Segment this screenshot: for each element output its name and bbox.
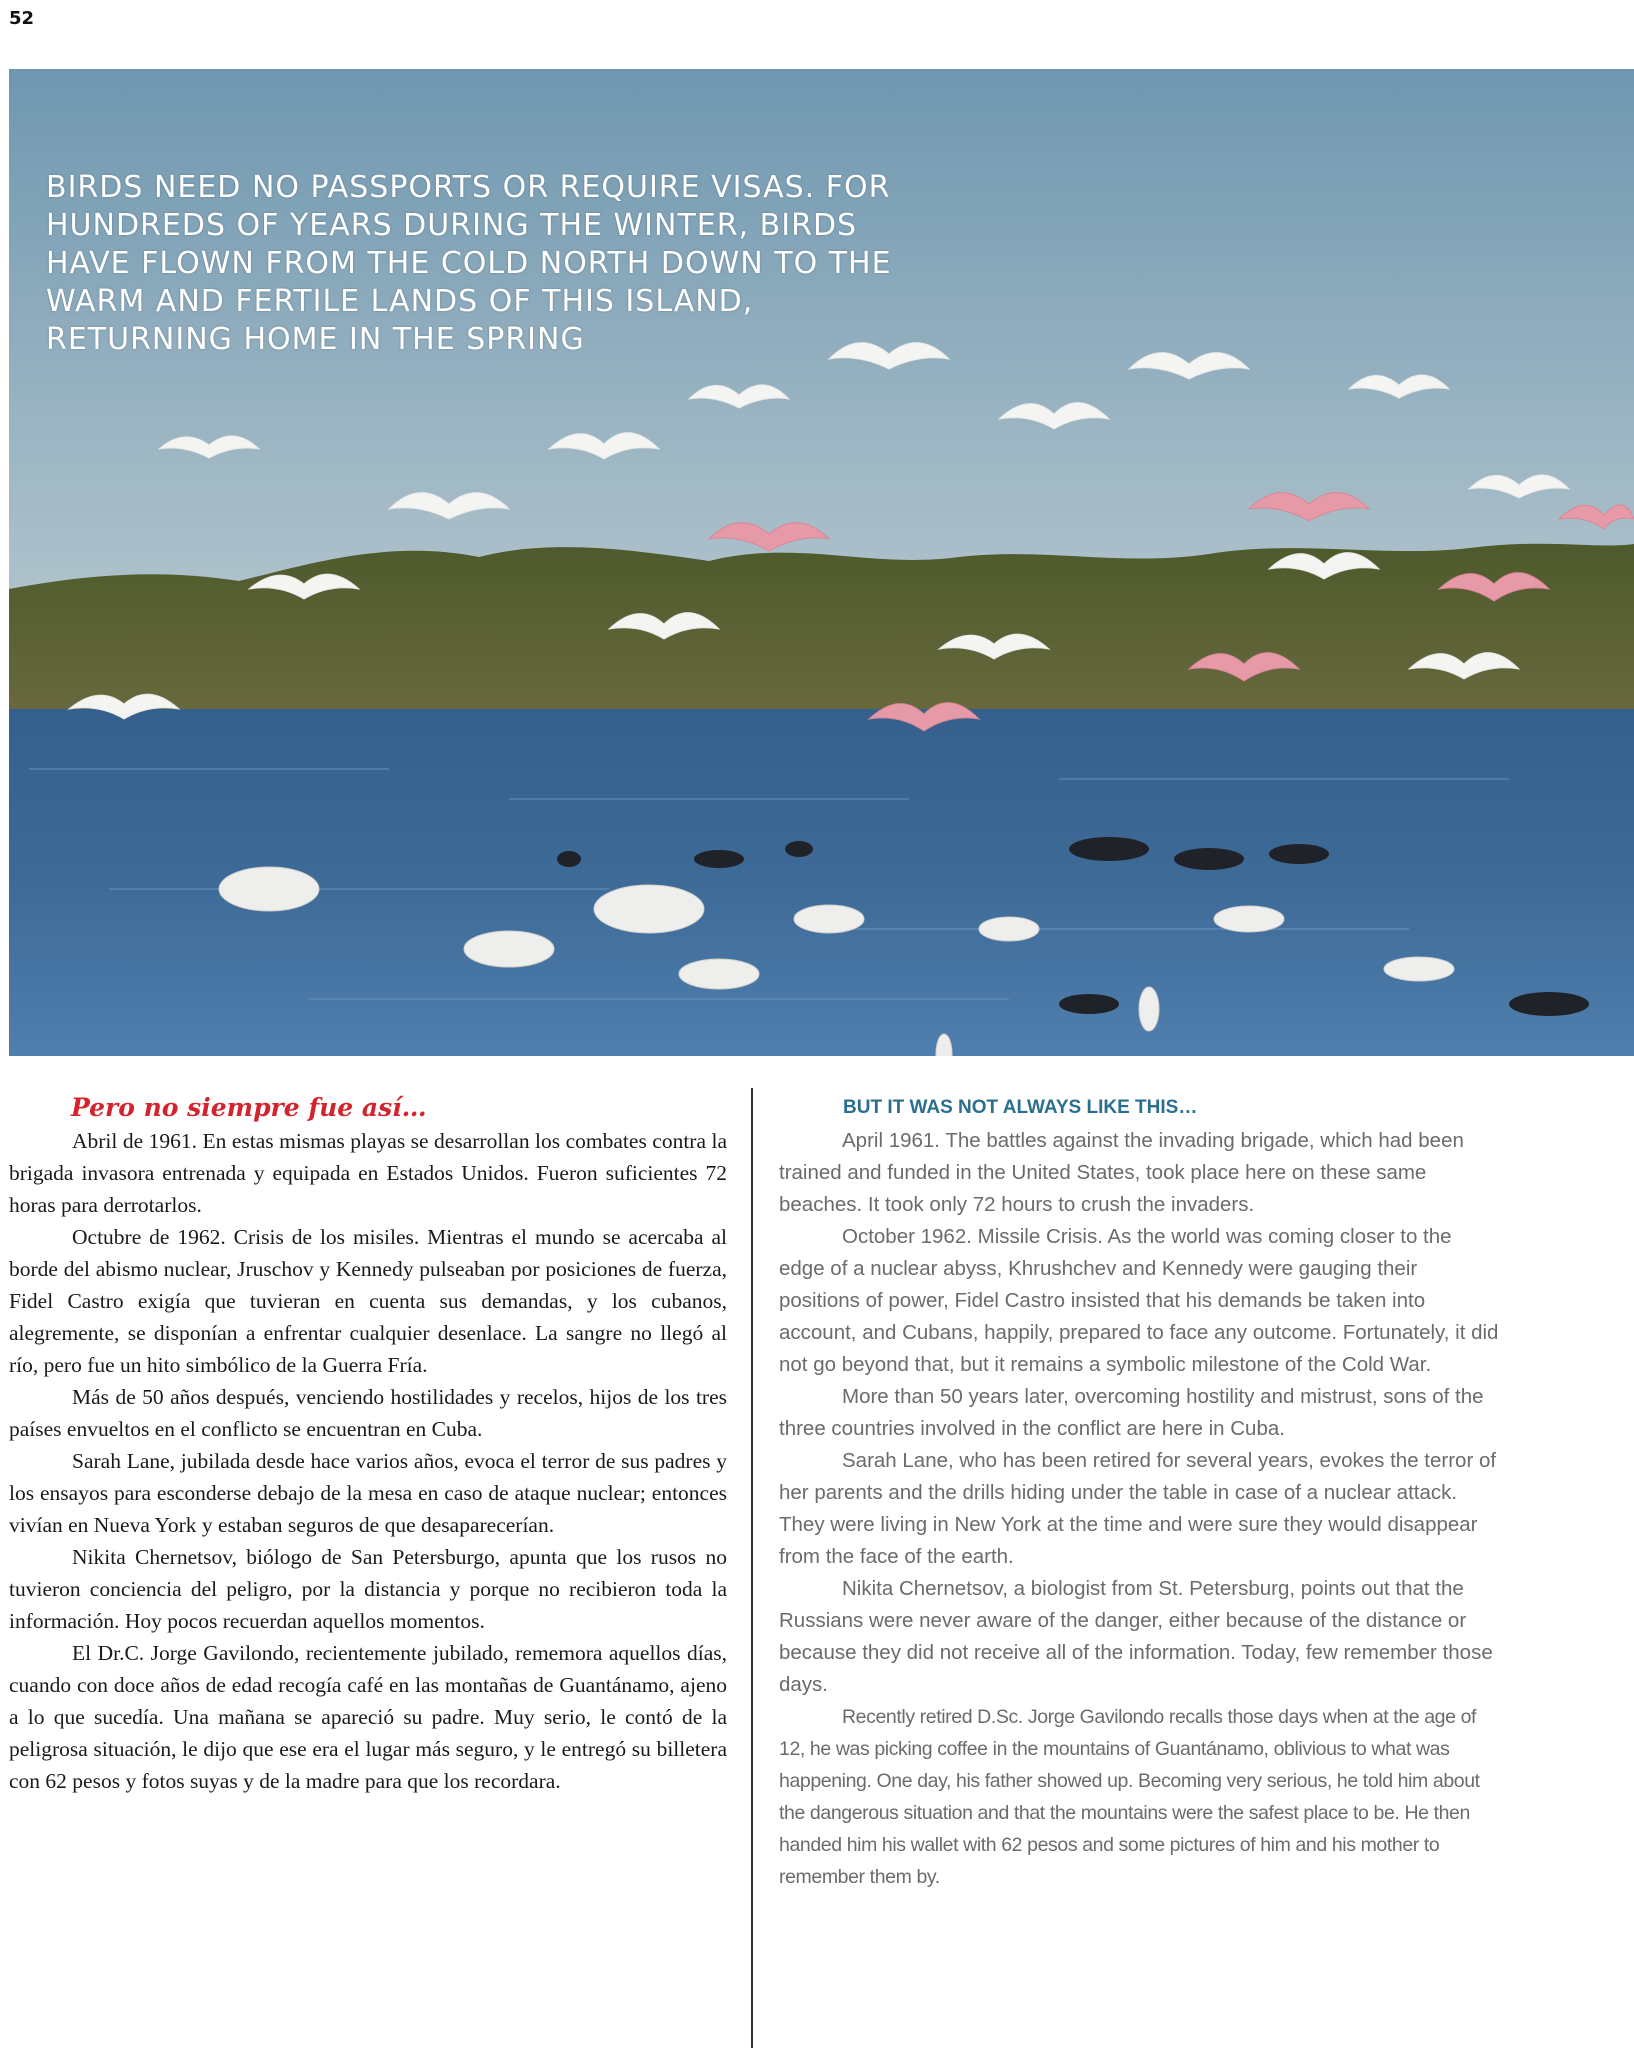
photo-caption: BIRDS NEED NO PASSPORTS OR REQUIRE VISAS. FOR HUNDREDS OF YEARS DURING THE WINTER, BIRDS HAVE FLOWN FROM THE COLD NORTH DOWN TO THE WARM AND FERTILE LANDS OF THIS ISLAND, RETURNING HOME IN THE SPRING	[46, 170, 892, 357]
english-heading: BUT IT WAS NOT ALWAYS LIKE THIS…	[843, 1097, 1198, 1118]
bird-photo	[9, 69, 1634, 1056]
spanish-paragraph: Abril de 1961. En estas mismas playas se desarrollan los combates contra la brigada invasora entrenada y equipada en Estados Unidos. Fueron suficientes 72 horas para derrotarlos.	[9, 1129, 727, 1217]
english-column	[779, 1093, 1499, 1893]
english-paragraph: Recently retired D.Sc. Jorge Gavilondo recalls those days when at the age of 12, he was picking coffee in the mountains of Guantánamo, oblivious to what was happening. One day, his father showed up. Becoming very serious, he told him about the dangerous situation and that the mountains were the safest place to be. He then handed him his wallet with 62 pesos and some pictures of him and his mother to remember them by.	[779, 1706, 1480, 1888]
spanish-heading: Pero no siempre fue así…	[71, 1093, 427, 1122]
english-paragraph: Nikita Chernetsov, a biologist from St. Petersburg, points out that the Russians were never aware of the danger, either because of the distance or because they did not receive all of the information. Today, few remember those days.	[779, 1577, 1493, 1696]
english-paragraph: Sarah Lane, who has been retired for several years, evokes the terror of her parents and the drills hiding under the table in case of a nuclear attack. They were living in New York at the time and were sure they would disappear from the face of the earth.	[779, 1449, 1497, 1568]
spanish-paragraph: El Dr.C. Jorge Gavilondo, recientemente jubilado, rememora aquellos días, cuando con doce años de edad recogía café en las montañas de Guantánamo, ajeno a lo que sucedía. Una mañana se apareció su padre. Muy serio, le contó de la peligrosa situación, le dijo que ese era el lugar más seguro, y le entregó su billetera con 62 pesos y fotos suyas y de la madre para que los recordara.	[9, 1641, 727, 1793]
english-paragraph: October 1962. Missile Crisis. As the world was coming closer to the edge of a nuclear abyss, Khrushchev and Kennedy were gauging their positions of power, Fidel Castro insisted that his demands be taken into account, and Cubans, happily, prepared to face any outcome. Fortunately, it did not go beyond that, but it remains a symbolic milestone of the Cold War.	[779, 1225, 1499, 1376]
spanish-column	[9, 1093, 727, 1797]
spanish-paragraph: Más de 50 años después, venciendo hostilidades y recelos, hijos de los tres países envueltos en el conflicto se encuentran en Cuba.	[9, 1385, 727, 1441]
spanish-paragraph: Nikita Chernetsov, biólogo de San Petersburgo, apunta que los rusos no tuvieron conciencia del peligro, por la distancia y porque no recibieron toda la información. Hoy pocos recuerdan aquellos momentos.	[9, 1545, 727, 1633]
column-divider	[751, 1088, 753, 2048]
spanish-paragraph: Octubre de 1962. Crisis de los misiles. Mientras el mundo se acercaba al borde del abismo nuclear, Jruschov y Kennedy pulseaban por posiciones de fuerza, Fidel Castro exigía que tuvieran en cuenta sus demandas, y los cubanos, alegremente, se disponían a enfrentar cualquier desenlace. La sangre no llegó al río, pero fue un hito simbólico de la Guerra Fría.	[9, 1225, 727, 1377]
english-paragraph: More than 50 years later, overcoming hostility and mistrust, sons of the three countries involved in the conflict are here in Cuba.	[779, 1385, 1484, 1440]
page-number: 52	[9, 8, 35, 29]
english-paragraph: April 1961. The battles against the invading brigade, which had been trained and funded in the United States, took place here on these same beaches. It took only 72 hours to crush the invaders.	[779, 1129, 1464, 1216]
spanish-paragraph: Sarah Lane, jubilada desde hace varios años, evoca el terror de sus padres y los ensayos para esconderse debajo de la mesa en caso de ataque nuclear; entonces vivían en Nueva York y estaban seguros de que desaparecerían.	[9, 1449, 727, 1537]
